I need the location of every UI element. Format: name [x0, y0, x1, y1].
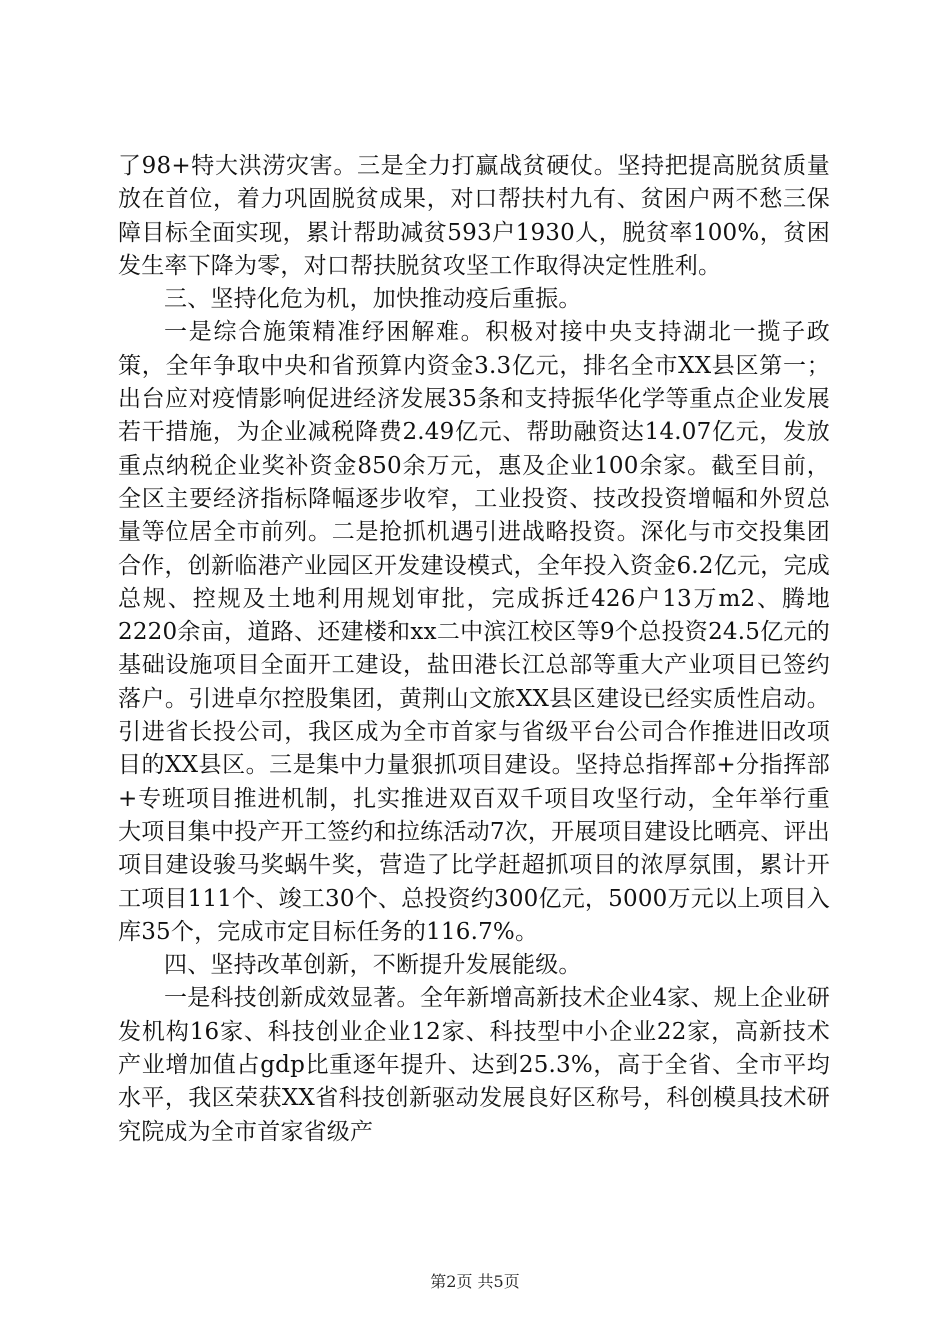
- paragraph-section-4: 一是科技创新成效显著。全年新增高新技术企业4家、规上企业研发机构16家、科技创业企业12家、科技型中小企业22家，高新技术产业增加值占gdp比重逐年提升、达到25.3%，高于全省、全市平均水平，我区荣获XX省科技创新驱动发展良好区称号，科创模具技术研究院成为全市首家省级产: [118, 985, 830, 1145]
- section-heading-3: 三、坚持化危为机，加快推动疫后重振。: [164, 286, 582, 313]
- paragraph-continuation: 了98+特大洪涝灾害。三是全力打赢战贫硬仗。坚持把提高脱贫质量放在首位，着力巩固脱贫成果，对口帮扶村九有、贫困户两不愁三保障目标全面实现，累计帮助减贫593户1930人，脱贫率100%，贫困发生率下降为零，对口帮扶脱贫攻坚工作取得决定性胜利。: [118, 153, 830, 279]
- page-number-footer: 第2页 共5页: [430, 1272, 520, 1291]
- section-heading-4: 四、坚持改革创新，不断提升发展能级。: [164, 952, 582, 979]
- paragraph-section-3: 一是综合施策精准纾困解难。积极对接中央支持湖北一揽子政策，全年争取中央和省预算内资金3.3亿元，排名全市XX县区第一；出台应对疫情影响促进经济发展35条和支持振华化学等重点企业发展若干措施，为企业减税降费2.49亿元、帮助融资达14.07亿元，发放重点纳税企业奖补资金850余万元，惠及企业100余家。截至目前，全区主要经济指标降幅逐步收窄，工业投资、技改投资增幅和外贸总量等位居全市前列。二是抢抓机遇引进战略投资。深化与市交投集团合作，创新临港产业园区开发建设模式，全年投入资金6.2亿元，完成总规、控规及土地利用规划审批，完成拆迁426户13万m2、腾地2220余亩，道路、还建楼和xx二中滨江校区等9个总投资24.5亿元的基础设施项目全面开工建设，盐田港长江总部等重大产业项目已签约落户。引进卓尔控股集团，黄荆山文旅XX县区建设已经实质性启动。引进省长投公司，我区成为全市首家与省级平台公司合作推进旧改项目的XX县区。三是集中力量狠抓项目建设。坚持总指挥部+分指挥部+专班项目推进机制，扎实推进双百双千项目攻坚行动，全年举行重大项目集中投产开工签约和拉练活动7次，开展项目建设比晒亮、评出项目建设骏马奖蜗牛奖，营造了比学赶超抓项目的浓厚氛围，累计开工项目111个、竣工30个、总投资约300亿元，5000万元以上项目入库35个，完成市定目标任务的116.7%。: [118, 319, 830, 945]
- document-body: [118, 150, 830, 1149]
